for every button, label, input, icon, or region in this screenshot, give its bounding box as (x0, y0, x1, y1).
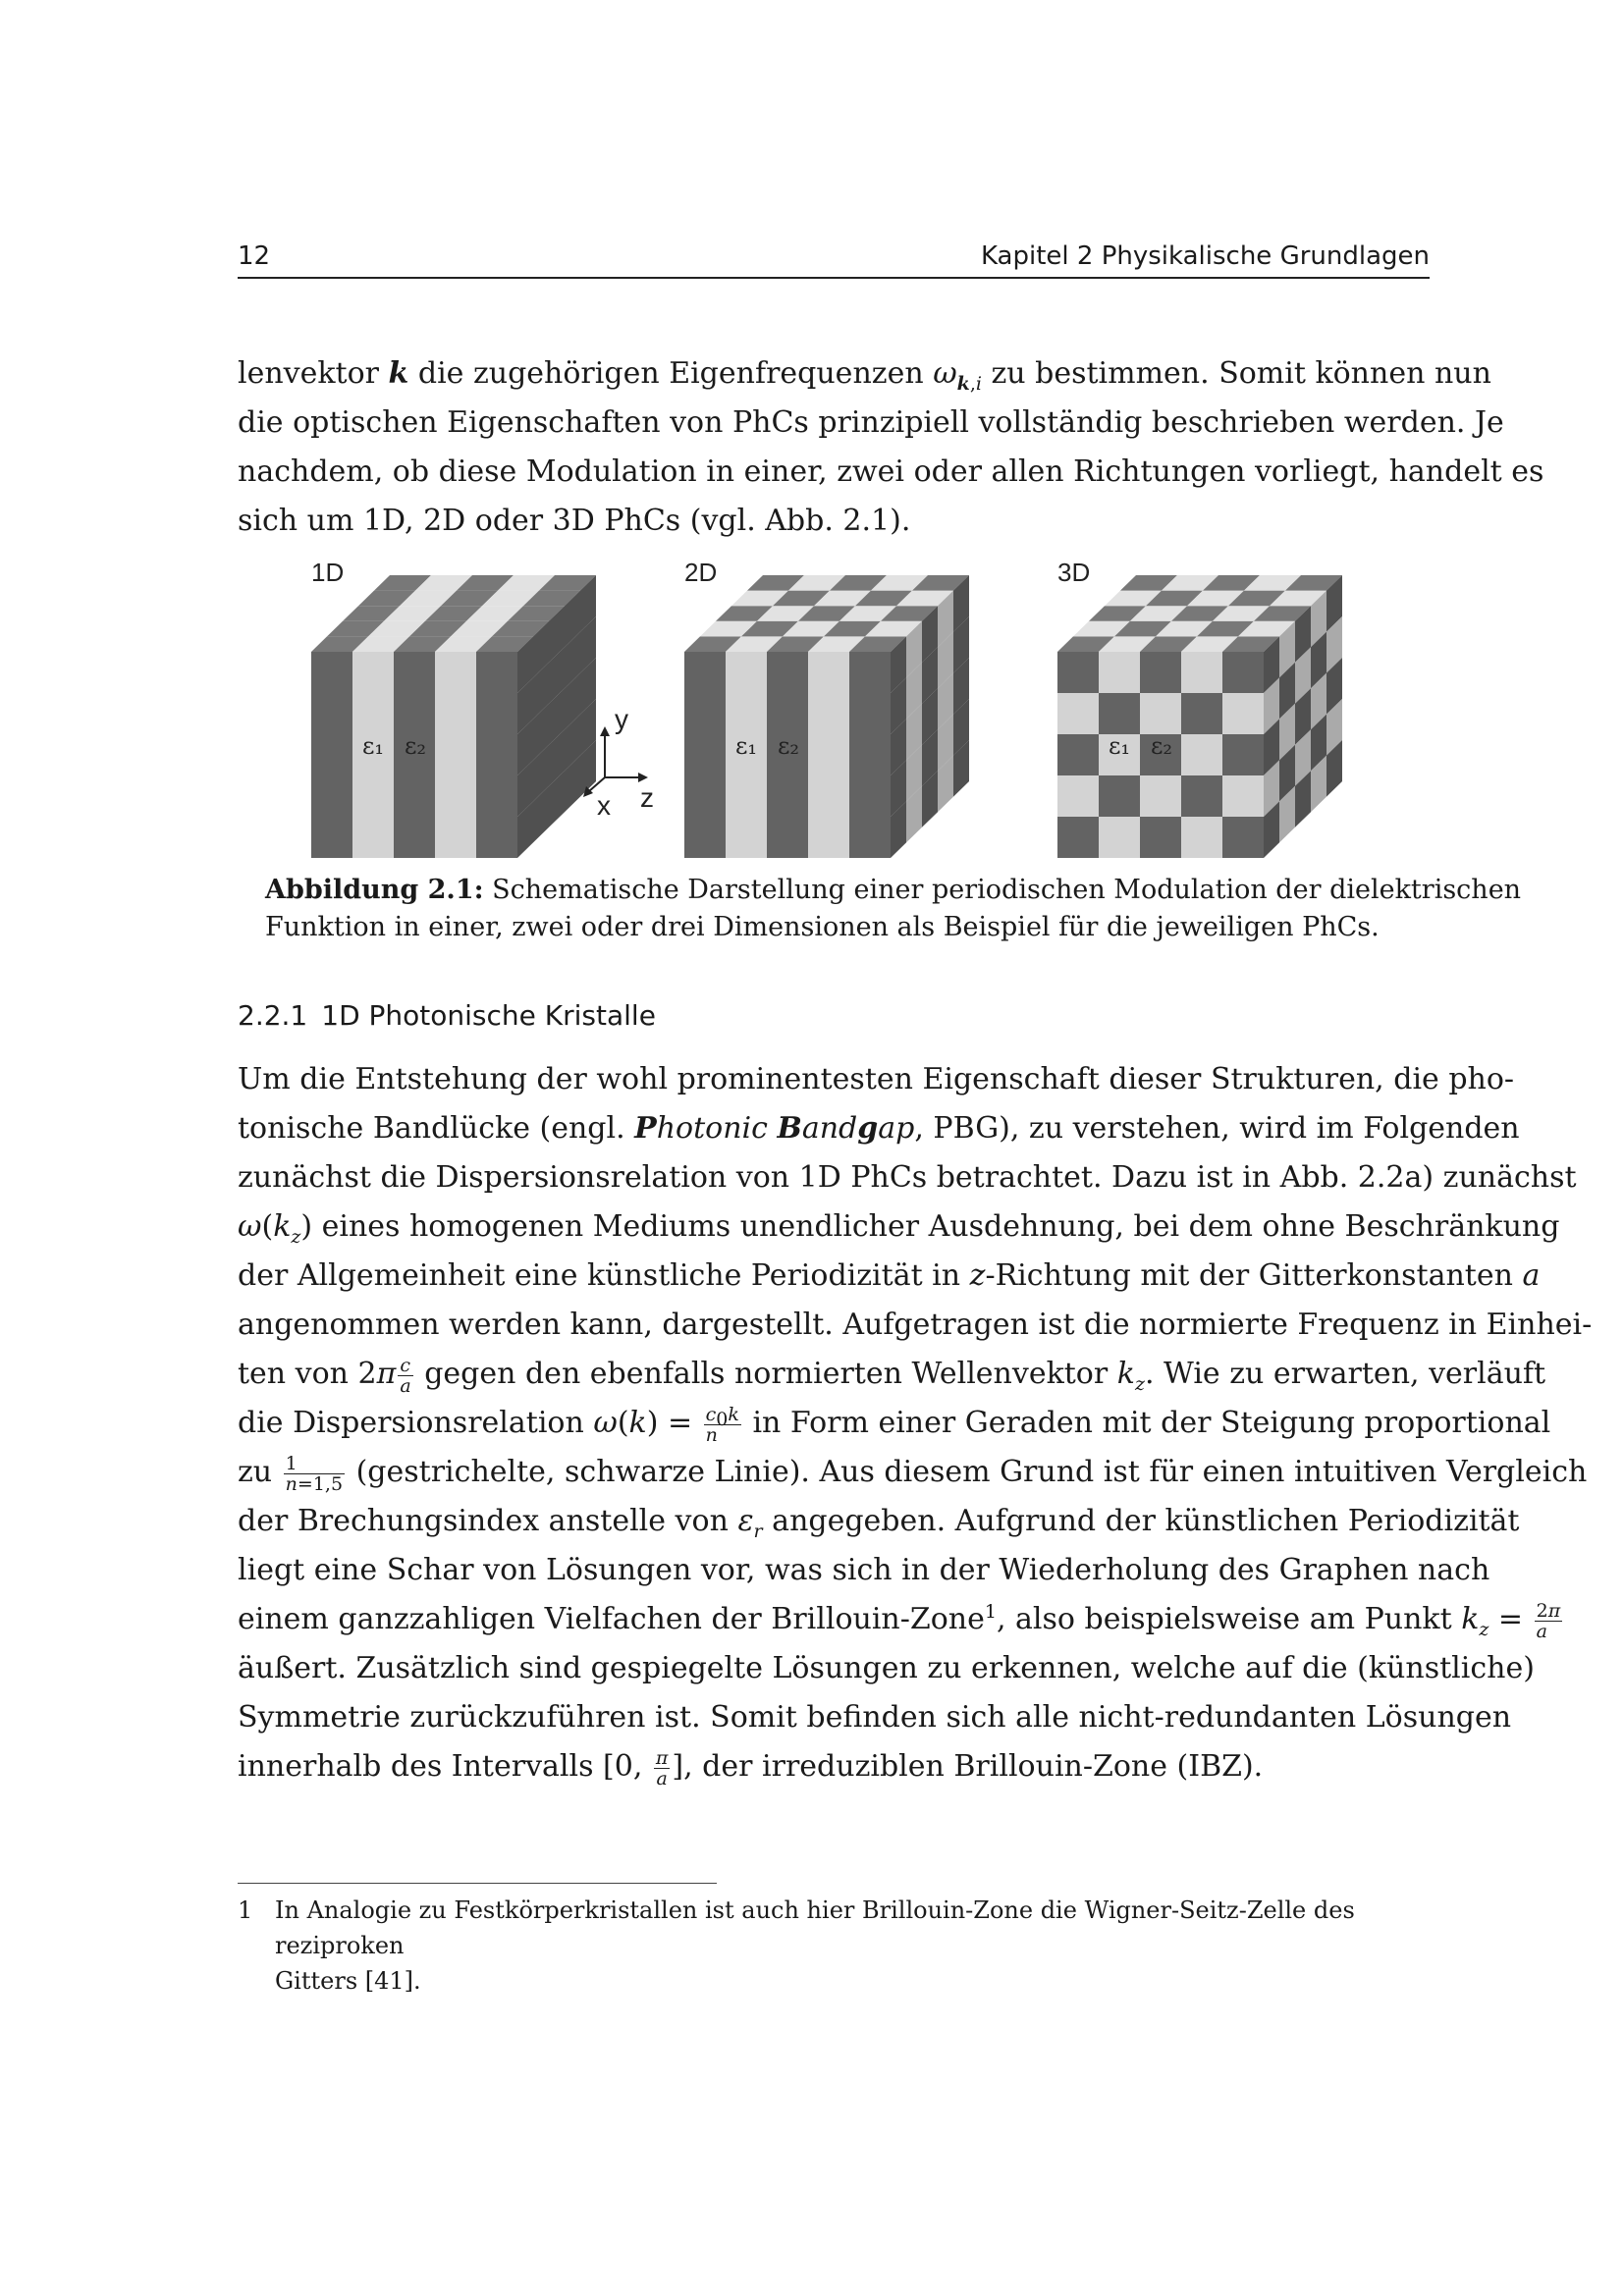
text-line: nachdem, ob diese Modulation in einer, zwei oder allen Richtungen vorliegt, handelt es (238, 454, 1544, 489)
front-cell (1057, 817, 1099, 858)
epsilon-1-label: ε₁ (735, 732, 758, 760)
text-line: die optischen Eigenschaften von PhCs prinzipiell vollständig beschrieben werden. Je (238, 405, 1504, 440)
text-line: innerhalb des Intervalls [0, $\frac{\pi}{a}$ ], der irreduziblen Brillouin-Zone (IBZ). (238, 1746, 1264, 1789)
front-cell (1181, 693, 1222, 734)
text-line: Um die Entstehung der wohl prominentesten Eigenschaft dieser Strukturen, die pho- (238, 1062, 1515, 1096)
text-line: ten von 2π $\frac{c}{a}$ gegen den ebenfalls normierten Wellenvektor $k_z$. Wie zu erwarten, verläuft (238, 1354, 1546, 1397)
section-heading (238, 999, 656, 1032)
front-cell (1099, 775, 1140, 817)
figure-caption (265, 872, 1522, 946)
caption-text-2: Funktion in einer, zwei oder drei Dimensionen als Beispiel für die jeweiligen PhCs. (265, 912, 1380, 942)
text-line: der Allgemeinheit eine künstliche Periodizität in z-Richtung mit der Gitterkonstanten a (238, 1258, 1541, 1293)
caption-label: Abbildung 2.1: (265, 875, 484, 905)
epsilon-2-label: ε₂ (1151, 732, 1173, 760)
section-number: 2.2.1 (238, 999, 308, 1032)
footnote-rule (238, 1883, 717, 1884)
front-cell (1222, 652, 1264, 693)
front-stripe (476, 652, 517, 858)
front-cell (1140, 775, 1181, 817)
front-stripe (684, 652, 726, 858)
footnote-number: 1 (238, 1896, 253, 1924)
footnote-text-1: In Analogie zu Festkörperkristallen ist auch hier Brillouin-Zone die Wigner-Seitz-Zelle des reziproken (275, 1896, 1355, 1959)
panel-label-2D: 2D (684, 558, 718, 587)
epsilon-2-label: ε₂ (405, 732, 427, 760)
front-cell (1222, 817, 1264, 858)
epsilon-1-label: ε₁ (1109, 732, 1131, 760)
front-cell (1057, 652, 1099, 693)
front-cell (1181, 652, 1222, 693)
front-stripe (808, 652, 849, 858)
text-line: zu $\frac{1}{n=1,5}$ (gestrichelte, schwarze Linie). Aus diesem Grund ist für einen intuitiven Vergleich (238, 1452, 1588, 1495)
text-line: angenommen werden kann, dargestellt. Aufgetragen ist die normierte Frequenz in Einhei- (238, 1308, 1593, 1342)
text-line: der Brechungsindex anstelle von $\varepsilon_r$ angegeben. Aufgrund der künstlichen Periodizität (238, 1504, 1520, 1542)
front-cell (1181, 734, 1222, 775)
text-line: zunächst die Dispersionsrelation von 1D PhCs betrachtet. Dazu ist in Abb. 2.2a) zunächst (238, 1160, 1577, 1195)
front-cell (1099, 693, 1140, 734)
panel-label-3D: 3D (1057, 558, 1091, 587)
panel-label-1D: 1D (311, 558, 345, 587)
epsilon-1-label: ε₁ (362, 732, 385, 760)
epsilon-2-label: ε₂ (778, 732, 800, 760)
text-line: Symmetrie zurückzuführen ist. Somit befinden sich alle nicht-redundanten Lösungen (238, 1700, 1512, 1735)
front-cell (1181, 817, 1222, 858)
z-axis-label: z (640, 782, 654, 813)
section-title: 1D Photonische Kristalle (321, 999, 656, 1032)
footnote-text-2: Gitters [41]. (275, 1967, 421, 1995)
footnote (238, 1893, 1430, 1999)
front-stripe (311, 652, 352, 858)
z-arrow (638, 773, 648, 782)
paragraph-2 (238, 1055, 1593, 1791)
front-cell (1222, 693, 1264, 734)
front-cell (1140, 817, 1181, 858)
y-arrow (600, 726, 610, 736)
front-cell (1140, 693, 1181, 734)
front-cell (1057, 734, 1099, 775)
front-cell (1057, 775, 1099, 817)
text-line: lenvektor k die zugehörigen Eigenfrequenzen $\omega_{k,i}$ zu bestimmen. Somit können nun (238, 356, 1491, 395)
x-axis-label: x (597, 790, 611, 821)
text-line: sich um 1D, 2D oder 3D PhCs (vgl. Abb. 2.1). (238, 504, 911, 538)
page-number: 12 (238, 241, 271, 271)
text-line: einem ganzzahligen Vielfachen der Brillouin-Zone$^1$, also beispielsweise am Punkt $k_z$ = $\frac{2\pi}{a}$ (238, 1599, 1561, 1642)
front-cell (1099, 652, 1140, 693)
text-line: liegt eine Schar von Lösungen vor, was sich in der Wiederholung des Graphen nach (238, 1553, 1490, 1587)
front-cell (1057, 693, 1099, 734)
photonic-crystal-schematic (238, 558, 1430, 872)
front-cell (1140, 652, 1181, 693)
chapter-title: Kapitel 2 Physikalische Grundlagen (980, 241, 1430, 271)
paragraph-1 (238, 349, 1544, 546)
front-cell (1222, 734, 1264, 775)
front-cell (1222, 775, 1264, 817)
text-line: $\omega(k_z)$ eines homogenen Mediums unendlicher Ausdehnung, bei dem ohne Beschränkung (238, 1209, 1560, 1248)
front-cell (1099, 817, 1140, 858)
front-stripe (435, 652, 476, 858)
running-header (238, 238, 1430, 279)
text-line: die Dispersionsrelation ω(k) = $\frac{c_0k}{n}$ in Form einer Geraden mit der Steigung proportional (238, 1403, 1551, 1446)
front-stripe (849, 652, 891, 858)
figure-2-1 (238, 558, 1430, 872)
text-line: äußert. Zusätzlich sind gespiegelte Lösungen zu erkennen, welche auf die (künstliche) (238, 1651, 1535, 1685)
caption-text-1: Schematische Darstellung einer periodischen Modulation der dielektrischen (483, 875, 1522, 905)
front-cell (1181, 775, 1222, 817)
text-line: tonische Bandlücke (engl. Photonic Bandgap, PBG), zu verstehen, wird im Folgenden (238, 1111, 1520, 1146)
y-axis-label: y (615, 704, 628, 734)
